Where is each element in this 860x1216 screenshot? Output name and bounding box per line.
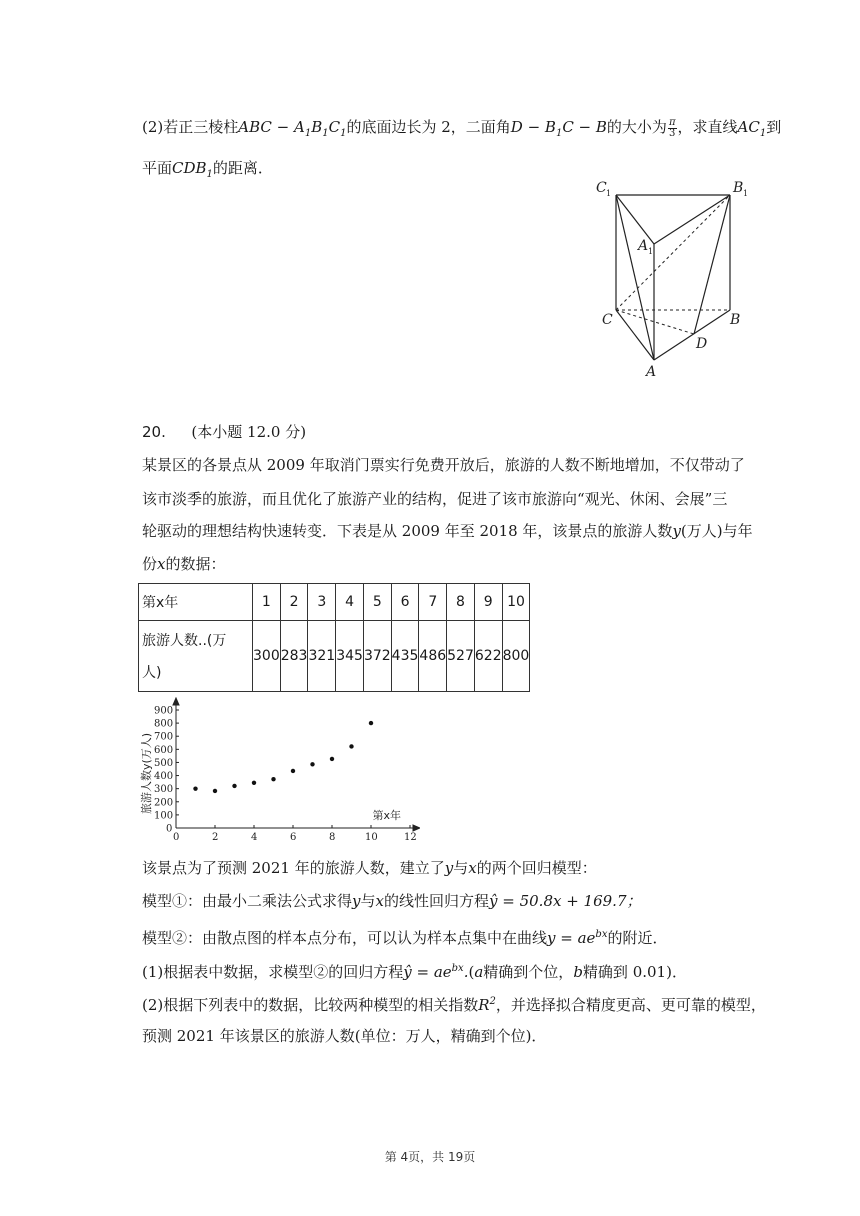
sub2-line1: (2)根据下列表中的数据，比较两种模型的相关指数$R^2$，并选择拟合精度更高、更可靠的模型， xyxy=(142,996,766,1014)
table-cell: 486 xyxy=(419,621,447,692)
table-cell: 1 xyxy=(253,584,281,621)
line-ac1: $AC_1$ xyxy=(737,118,767,139)
sub2-line2: 预测 2021 年该景区的旅游人数(单位：万人，精确到个位)． xyxy=(142,1027,547,1045)
q19-part2-line1 xyxy=(142,117,781,144)
question-score: (本小题 12.0 分) xyxy=(191,423,307,441)
edge-ab xyxy=(654,310,730,360)
q20-text: 模型②：由散点图的样本点分布，可以认为样本点集中在曲线 xyxy=(142,929,548,947)
q20-text: 该景点为了预测 2021 年的旅游人数，建立了 xyxy=(142,859,445,877)
data-point xyxy=(232,784,236,788)
q20-text: 的线性回归方程 xyxy=(383,892,489,910)
model2-line: 模型②：由散点图的样本点分布，可以认为样本点集中在曲线$y = ae^{bx}$的附近． xyxy=(142,929,668,947)
q19-text: 平面 xyxy=(142,159,173,177)
table-cell: 283 xyxy=(280,621,308,692)
y-axis-label: 旅游人数y(万人) xyxy=(140,732,153,814)
table-row xyxy=(139,621,530,692)
data-point xyxy=(213,789,217,793)
data-point xyxy=(291,769,295,773)
y-tick-label: 400 xyxy=(154,771,174,783)
data-point xyxy=(271,777,275,781)
model-intro: 该景点为了预测 2021 年的旅游人数，建立了y与x的两个回归模型： xyxy=(142,859,597,877)
x-tick-label: 6 xyxy=(290,832,297,843)
label-d: D xyxy=(696,336,708,352)
x-tick-label: 10 xyxy=(365,832,378,843)
table-cell: 622 xyxy=(474,621,502,692)
label-c1-sub: 1 xyxy=(606,189,612,198)
table-cell: 6 xyxy=(391,584,419,621)
table-cell: 2 xyxy=(280,584,308,621)
q20-text: 精确到个位， xyxy=(483,963,574,981)
q20-text: 的两个回归模型： xyxy=(476,859,597,877)
table-cell: 527 xyxy=(447,621,475,692)
table-cell: 3 xyxy=(308,584,336,621)
q20-text: ( xyxy=(468,963,475,981)
sub1-line: (1)根据表中数据，求模型②的回归方程ŷ = $ae^{bx}.(a$精确到个位，b精确到 0.01)． xyxy=(142,963,687,981)
x-axis-arrow xyxy=(413,825,420,831)
y-tick-label: 600 xyxy=(154,744,174,756)
table-header-year: 第x年 xyxy=(139,584,253,621)
table-cell: 8 xyxy=(447,584,475,621)
model1-line: 模型①：由最小二乘法公式求得y与x的线性回归方程ŷ = 50.8x + 169.7； xyxy=(142,892,642,910)
table-cell: 5 xyxy=(363,584,391,621)
x-tick-label: 12 xyxy=(404,832,417,843)
data-point xyxy=(252,781,256,785)
header-line: 旅游人数..(万 xyxy=(142,633,227,649)
table-header-visitors xyxy=(139,621,253,692)
pi-over-3: $\frac{\pi}{3}$ xyxy=(668,116,676,139)
q19-text: 的距离． xyxy=(212,159,273,177)
label-a: A xyxy=(646,364,657,380)
q20-para-line2: 该市淡季的旅游，而且优化了旅游产业的结构，促进了该市旅游向“观光、休闲、会展”三 xyxy=(142,490,728,508)
q20-text: 的数据： xyxy=(165,555,226,573)
y-tick-label: 800 xyxy=(154,718,174,730)
q19-text: 到 xyxy=(766,118,782,136)
data-point xyxy=(330,757,334,761)
table-row xyxy=(139,584,530,621)
y-axis-arrow xyxy=(173,698,179,705)
model1-equation: = 50.8x + 169.7； xyxy=(497,892,642,910)
y-tick-label: 900 xyxy=(154,705,174,717)
page-footer: 第 4页，共 19页 xyxy=(384,1150,476,1164)
q20-text: 模型①：由最小二乘法公式求得 xyxy=(142,892,353,910)
table-cell: 10 xyxy=(502,584,530,621)
y-tick-label: 700 xyxy=(154,731,174,743)
q20-para-line1: 某景区的各景点从 2009 年取消门票实行免费开放后，旅游的人数不断地增加，不仅带动了 xyxy=(142,456,745,474)
q20-text: ，并选择拟合精度更高、更可靠的模型， xyxy=(495,996,766,1014)
table-cell: 4 xyxy=(336,584,364,621)
q19-part2-line2 xyxy=(142,158,273,185)
q20-text: (万人)与年 xyxy=(680,522,753,540)
table-cell: 321 xyxy=(308,621,336,692)
x-tick-label: 2 xyxy=(212,832,219,843)
label-b: B xyxy=(730,312,741,328)
x-axis-label: 第x年 xyxy=(372,809,402,822)
table-cell: 9 xyxy=(474,584,502,621)
table-cell: 300 xyxy=(253,621,281,692)
q20-header xyxy=(142,422,306,442)
question-number: 20. xyxy=(142,423,166,441)
y-tick-label: 0 xyxy=(166,823,173,835)
edge-cb1-hidden xyxy=(616,195,730,310)
q20-text: (1)根据表中数据，求模型②的回归方程 xyxy=(142,963,404,981)
header-line: 人) xyxy=(142,665,162,681)
label-a1-sub: 1 xyxy=(648,247,654,256)
prism-name: ABC − $A_1B_1C_1$ xyxy=(238,118,347,139)
q20-text: 轮驱动的理想结构快速转变．下表是从 2009 年至 2018 年，该景点的旅游人数 xyxy=(142,522,673,540)
label-b1-sub: 1 xyxy=(743,189,748,198)
x-tick-label: 0 xyxy=(173,832,180,843)
q20-para-line4: 份x的数据： xyxy=(142,555,226,573)
q20-text: 的附近． xyxy=(607,929,668,947)
q19-text: ，求直线 xyxy=(677,118,738,136)
plane-cdb1: $CDB_1$ xyxy=(172,159,213,180)
q19-text: 的底面边长为 2，二面角 xyxy=(346,118,511,136)
data-point xyxy=(349,744,353,748)
table-cell: 372 xyxy=(363,621,391,692)
q20-text: 份 xyxy=(142,555,158,573)
y-tick-label: 100 xyxy=(154,810,174,822)
x-tick-label: 8 xyxy=(329,832,336,843)
q20-para-line3: 轮驱动的理想结构快速转变．下表是从 2009 年至 2018 年，该景点的旅游人数y(万人)与年 xyxy=(142,522,753,540)
label-c: C xyxy=(602,312,613,328)
x-tick-label: 4 xyxy=(251,832,258,843)
y-tick-label: 200 xyxy=(154,797,174,809)
table-cell: 800 xyxy=(502,621,530,692)
dihedral-name: $D - B_1C - B$ xyxy=(510,118,607,139)
table-cell: 7 xyxy=(419,584,447,621)
q20-text: (2)根据下列表中的数据，比较两种模型的相关指数 xyxy=(142,996,479,1014)
label-a1: A xyxy=(638,238,649,254)
data-table xyxy=(138,583,530,692)
q20-text: 与 xyxy=(360,892,376,910)
table-cell: 345 xyxy=(336,621,364,692)
y-tick-label: 500 xyxy=(154,757,174,769)
data-point xyxy=(310,762,314,766)
q19-text: 的大小为 xyxy=(606,118,667,136)
data-point xyxy=(369,721,373,725)
label-c1: C xyxy=(596,180,607,196)
scatter-chart xyxy=(140,697,420,847)
data-point xyxy=(193,786,197,790)
q20-text: 精确到 0.01)． xyxy=(582,963,687,981)
y-tick-label: 300 xyxy=(154,784,174,796)
q19-text: (2)若正三棱柱 xyxy=(142,118,239,136)
edge-cd-hidden xyxy=(616,310,694,334)
prism-figure xyxy=(588,176,748,382)
label-b1: B xyxy=(733,180,744,196)
q20-text: 与 xyxy=(453,859,469,877)
table-cell: 435 xyxy=(391,621,419,692)
